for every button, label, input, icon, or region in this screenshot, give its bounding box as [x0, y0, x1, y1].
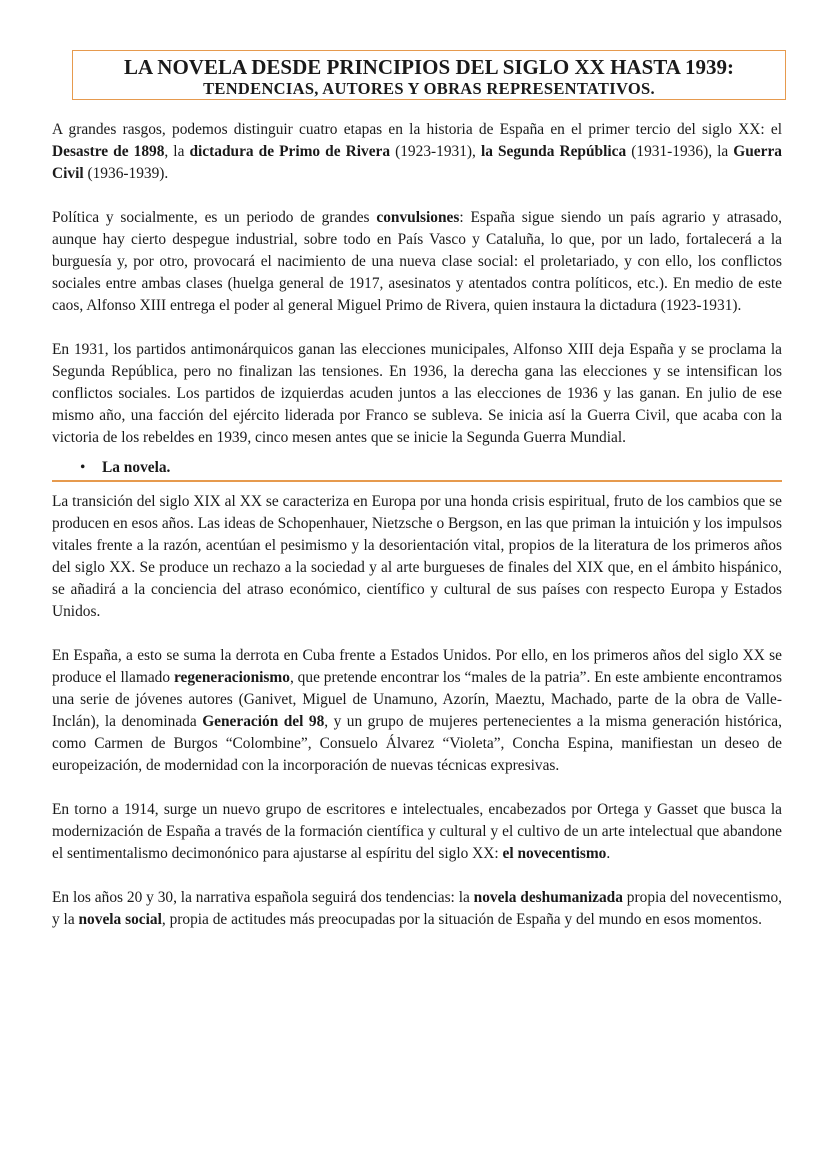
text-run: En España, a esto se suma la derrota en Cuba frente a Estados Unidos. Por ello, en los primeros años del siglo XX se produce el llamado: [52, 647, 782, 686]
bold-term: Generación del 98: [202, 713, 325, 730]
text-run: En los años 20 y 30, la narrativa española seguirá dos tendencias: la: [52, 889, 474, 906]
document-body: [52, 119, 782, 931]
text-run: , que pretende encontrar los “males de la patria”. En este ambiente encontramos una serie de jóvenes autores (Ganivet, Miguel de Unamuno, Azorín, Maeztu, Machado, parte de la obra de Valle-Inclán), la denominada: [52, 669, 782, 730]
document-subtitle: TENDENCIAS, AUTORES Y OBRAS REPRESENTATIVOS.: [203, 79, 655, 98]
section-divider: [52, 480, 782, 482]
bold-term: regeneracionismo: [173, 669, 290, 686]
section-heading: [52, 449, 782, 483]
bold-term: novela deshumanizada: [473, 889, 623, 906]
paragraph: [52, 645, 782, 777]
section-label: La novela.: [102, 459, 171, 476]
document-title: LA NOVELA DESDE PRINCIPIOS DEL SIGLO XX HASTA 1939:: [124, 55, 734, 79]
text-run: .: [606, 845, 611, 862]
bold-term: convulsiones: [376, 209, 460, 226]
text-run: A grandes rasgos, podemos distinguir cuatro etapas en la historia de España en el primer tercio del siglo XX: el: [52, 121, 782, 138]
title-box: [72, 50, 786, 100]
text-run: , y un grupo de mujeres pertenecientes a la misma generación histórica, como Carmen de Burgos “Colombine”, Consuelo Álvarez “Violeta”, Concha Espina, manifiestan un deseo de europeización, de modernidad con la incorporación de nuevas técnicas expresivas.: [52, 713, 782, 774]
paragraph: [52, 119, 782, 185]
paragraph: [52, 207, 782, 317]
paragraph: [52, 491, 782, 623]
text-run: Política y socialmente, es un periodo de grandes: [52, 209, 377, 226]
text-run: (1936-1939).: [83, 165, 169, 182]
paragraph: [52, 887, 782, 931]
text-run: : España sigue siendo un país agrario y atrasado, aunque hay cierto despegue industrial, sobre todo en País Vasco y Cataluña, lo que, por un lado, fortalecerá a la burguesía y, por otro, provocará el nacimiento de una nueva clase social: el proletariado, y con ello, los conflictos sociales entre ambas clases (huelga general de 1917, asesinatos y atentados contra políticos, etc.). En medio de este caos, Alfonso XIII entrega el poder al general Miguel Primo de Rivera, quien instaura la dictadura (1923-1931).: [52, 209, 782, 314]
bullet-icon: •: [80, 459, 86, 476]
bold-term: Guerra Civil: [52, 143, 782, 182]
text-run: (1923-1931),: [390, 143, 481, 160]
text-run: La transición del siglo XIX al XX se caracteriza en Europa por una honda crisis espiritual, fruto de los cambios que se producen en esos años. Las ideas de Schopenhauer, Nietzsche o Bergson, en las que priman la intuición y los impulsos vitales frente a la razón, acentúan el pesimismo y la desorientación vital, propios de la literatura de los primeros años del siglo XX. Se produce un rechazo a la sociedad y al arte burgueses de finales del XIX que, en el ámbito hispánico, se añadirá a la conciencia del atraso económico, científico y cultural de sus países con respecto Europa y Estados Unidos.: [52, 493, 782, 620]
text-run: En 1931, los partidos antimonárquicos ganan las elecciones municipales, Alfonso XIII deja España y se proclama la Segunda República, pero no finalizan las tensiones. En 1936, la derecha gana las elecciones y se intensifican los conflictos sociales. Los partidos de izquierdas acuden juntos a las elecciones de 1936 y las ganan. En julio de ese mismo año, una facción del ejército liderada por Franco se subleva. Se inicia así la Guerra Civil, que acaba con la victoria de los rebeldes en 1939, cinco mesen antes que se inicie la Segunda Guerra Mundial.: [52, 341, 782, 446]
text-run: (1931-1936), la: [626, 143, 734, 160]
bold-term: la Segunda República: [480, 143, 627, 160]
text-run: , la: [164, 143, 190, 160]
paragraph: [52, 339, 782, 449]
bold-term: dictadura de Primo de Rivera: [189, 143, 391, 160]
text-run: En torno a 1914, surge un nuevo grupo de escritores e intelectuales, encabezados por Ortega y Gasset que busca la modernización de España a través de la formación científica y cultural y el cultivo de un arte intelectual que abandone el sentimentalismo decimonónico para ajustarse al espíritu del siglo XX:: [52, 801, 782, 862]
text-run: , propia de actitudes más preocupadas por la situación de España y del mundo en esos momentos.: [161, 911, 762, 928]
paragraph: [52, 799, 782, 865]
bold-term: novela social: [78, 911, 162, 928]
text-run: propia del novecentismo, y la: [52, 889, 782, 928]
bold-term: Desastre de 1898: [52, 143, 165, 160]
bold-term: el novecentismo: [502, 845, 607, 862]
